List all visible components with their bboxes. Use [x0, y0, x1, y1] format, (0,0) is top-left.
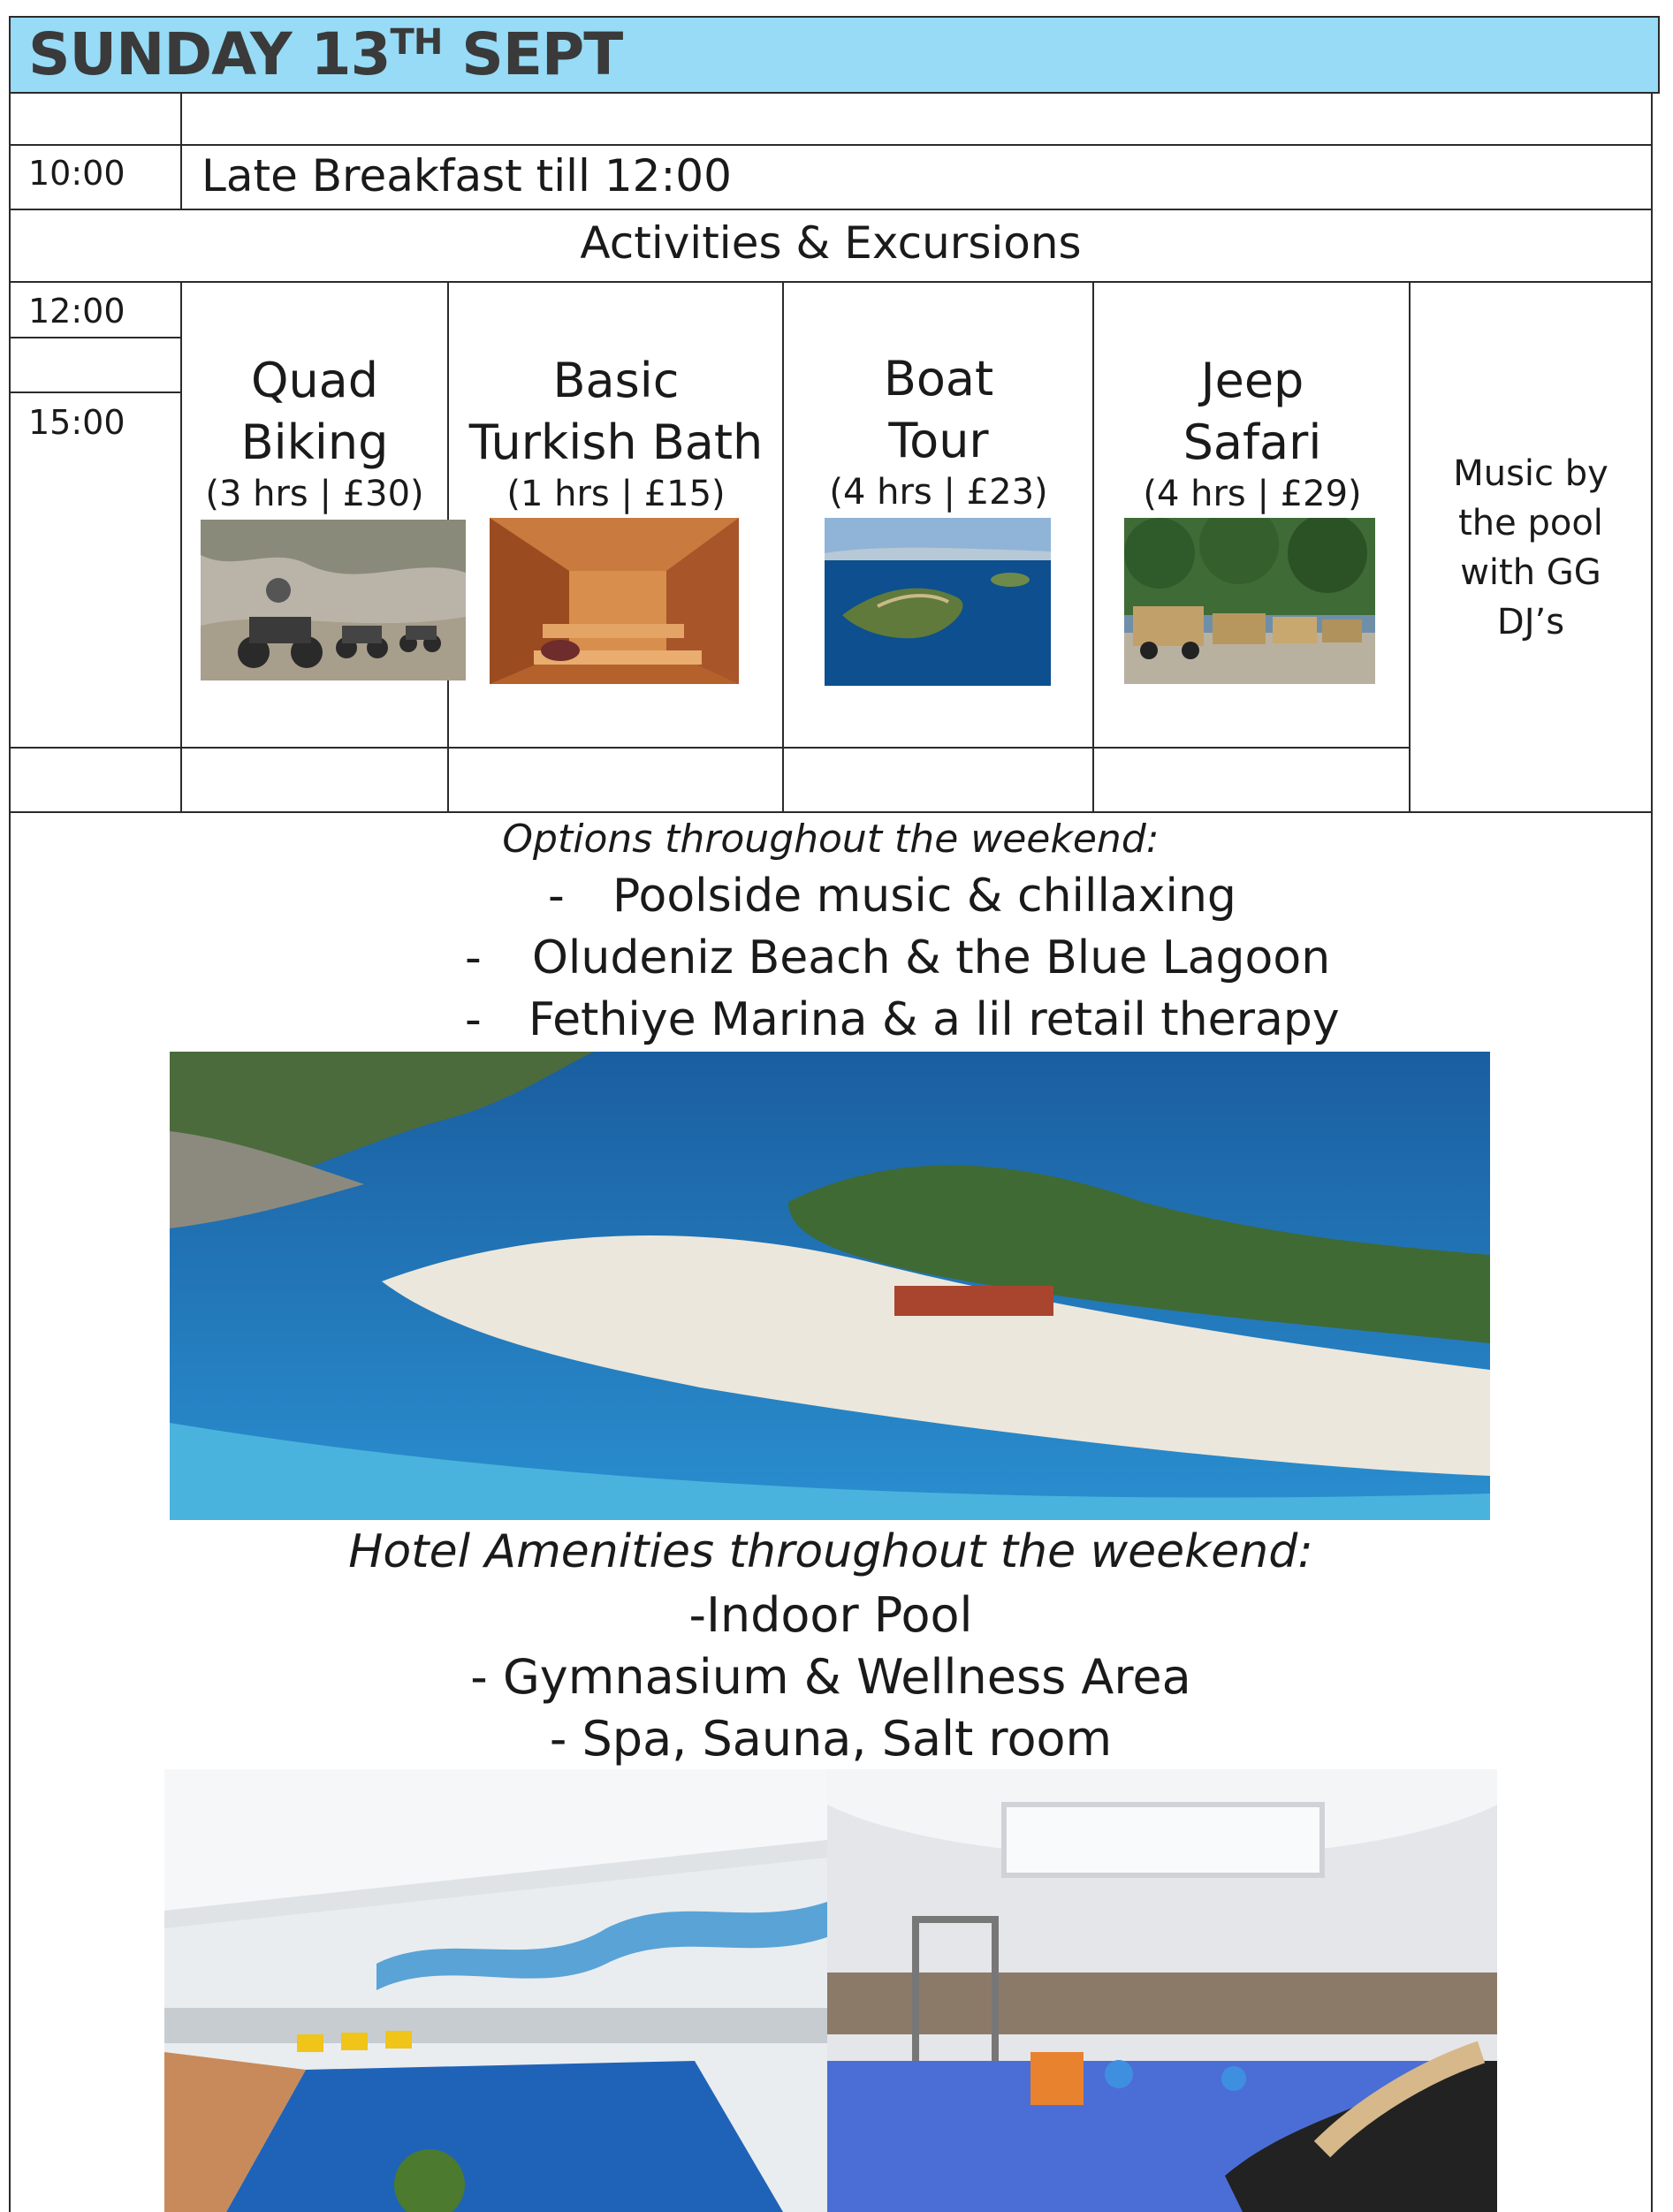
- table-border-right: [1651, 94, 1653, 2212]
- col-divider: [180, 94, 182, 210]
- activity-name: Jeep: [1200, 353, 1304, 408]
- gym-photo: [827, 1769, 1497, 2212]
- row-divider: [9, 747, 1411, 749]
- row-divider: [9, 337, 180, 338]
- page-title: SUNDAY 13TH SEPT: [28, 20, 623, 88]
- jeep-safari-photo: [1124, 518, 1375, 684]
- option-item: Fethiye Marina & a lil retail therapy: [529, 993, 1340, 1046]
- amenities-heading: Hotel Amenities throughout the weekend:: [348, 1525, 1313, 1578]
- activity-name: Quad: [250, 353, 379, 408]
- amenity-item: - Spa, Sauna, Salt room: [549, 1711, 1113, 1767]
- music-line: the pool: [1458, 503, 1603, 543]
- option-bullet: -: [465, 931, 482, 984]
- activity-name: Turkish Bath: [468, 414, 764, 470]
- row-divider: [9, 144, 1653, 146]
- options-heading: Options throughout the weekend:: [502, 817, 1160, 862]
- row-divider: [9, 281, 1653, 283]
- activity-jeep-safari: [1094, 350, 1411, 514]
- indoor-pool-photo: [164, 1769, 827, 2212]
- activity-name: Biking: [240, 414, 389, 470]
- row-divider: [9, 209, 1653, 210]
- boat-tour-photo: [825, 518, 1051, 686]
- music-line: with GG: [1460, 552, 1601, 593]
- turkish-bath-photo: [490, 518, 739, 684]
- activity-meta: (4 hrs | £23): [829, 472, 1048, 513]
- activity-turkish-bath: [449, 350, 783, 514]
- amenity-item: -Indoor Pool: [688, 1587, 973, 1643]
- activity-name: Safari: [1183, 414, 1322, 470]
- activity-meta: (4 hrs | £29): [1143, 474, 1362, 514]
- option-item: Poolside music & chillaxing: [612, 870, 1236, 923]
- activity-boat-tour: [784, 348, 1093, 513]
- time-slot: 12:00: [28, 292, 125, 331]
- quad-biking-photo: [201, 520, 466, 680]
- row-divider: [9, 811, 1653, 813]
- option-bullet: -: [548, 870, 565, 923]
- music-line: Music by: [1453, 453, 1608, 494]
- breakfast-label: Late Breakfast till 12:00: [202, 150, 732, 201]
- option-item: Oludeniz Beach & the Blue Lagoon: [532, 931, 1331, 984]
- section-title: Activities & Excursions: [580, 217, 1082, 269]
- amenity-item: - Gymnasium & Wellness Area: [470, 1649, 1191, 1705]
- activity-meta: (1 hrs | £15): [506, 474, 726, 514]
- activity-name: Basic: [552, 353, 680, 408]
- music-line: DJ’s: [1496, 602, 1565, 642]
- activity-meta: (3 hrs | £30): [205, 474, 424, 514]
- row-divider: [9, 391, 180, 393]
- time-slot: 15:00: [28, 403, 125, 442]
- option-bullet: -: [465, 993, 482, 1046]
- table-border-left: [9, 94, 11, 2212]
- music-note: [1411, 449, 1651, 647]
- breakfast-time: 10:00: [28, 154, 125, 193]
- activity-name: Tour: [888, 413, 989, 468]
- blue-lagoon-photo: [170, 1052, 1490, 1520]
- activity-name: Boat: [883, 351, 994, 407]
- activity-quad-biking: [182, 350, 447, 514]
